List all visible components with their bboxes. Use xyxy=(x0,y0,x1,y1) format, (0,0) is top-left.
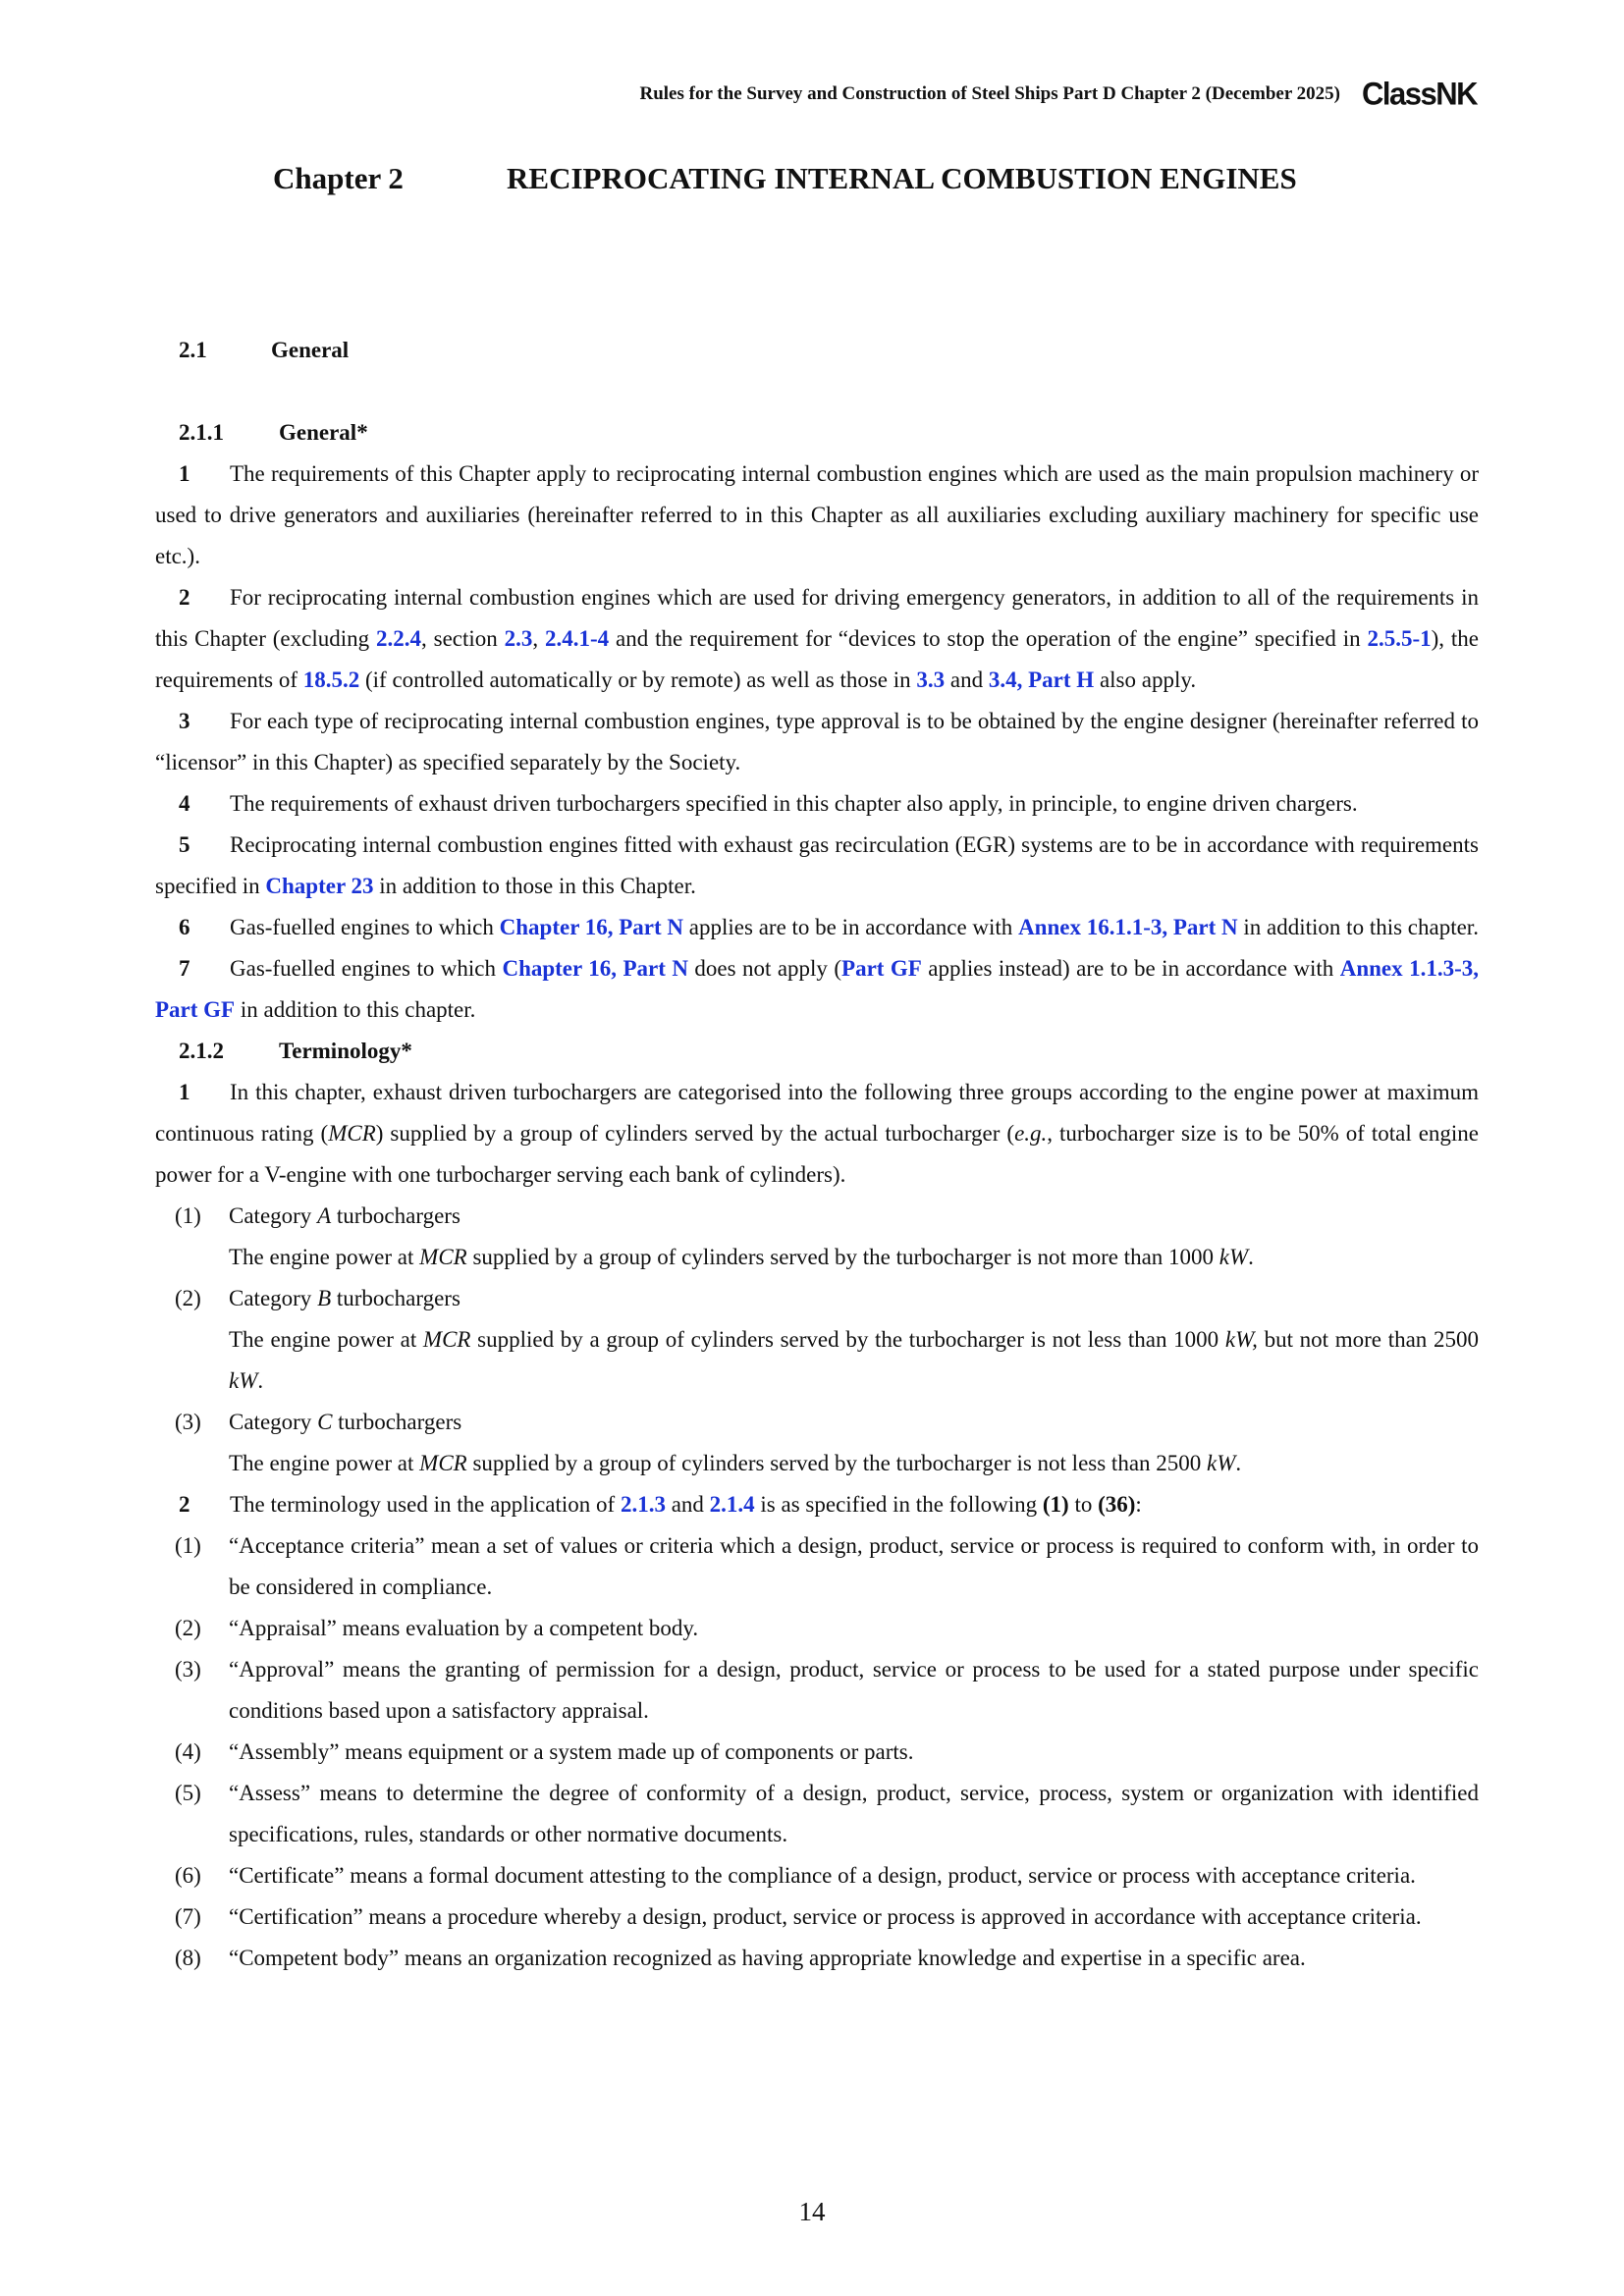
term-text: “Assess” means to determine the degree of conformity of a design, product, service, process, system or organization with identified specifications, rules, standards or other normative documents. xyxy=(229,1781,1479,1846)
text-run: ) supplied by a group of cylinders served by the actual turbocharger ( xyxy=(375,1121,1015,1146)
reference-link-chapter-16-part-n[interactable]: Chapter 16, Part N xyxy=(502,956,688,981)
reference-link-2-1-4[interactable]: 2.1.4 xyxy=(709,1492,755,1517)
chapter-name: RECIPROCATING INTERNAL COMBUSTION ENGINES xyxy=(507,161,1297,195)
section-heading-2-1 xyxy=(155,330,1479,371)
list-item-category-a xyxy=(155,1196,1479,1237)
reference-link-chapter-16-part-n[interactable]: Chapter 16, Part N xyxy=(499,915,684,939)
text-run: and xyxy=(665,1492,710,1517)
text-run: In this chapter, exhaust driven turbochargers are categorised into the following three groups according to the engine power at maximum continuous rating ( xyxy=(155,1080,1479,1146)
text-run: Gas-fuelled engines to which xyxy=(230,956,503,981)
italic-term: MCR xyxy=(419,1245,467,1269)
document-body xyxy=(155,330,1479,1979)
italic-term: MCR xyxy=(422,1327,471,1352)
subsection-heading-2-1-1 xyxy=(155,412,1479,454)
text-run: The engine power at xyxy=(229,1451,420,1475)
reference-link-annex-1-1-3-3[interactable]: Annex 1.1.3-3, Part GF xyxy=(155,956,1479,1022)
text-run: The engine power at xyxy=(229,1245,420,1269)
text-run: but not more than 2500 xyxy=(1257,1327,1479,1352)
text-run: also apply. xyxy=(1094,667,1197,692)
subsection-title: Terminology* xyxy=(279,1039,412,1063)
term-text: “Approval” means the granting of permission for a design, product, service or process to be used for a stated purpose under specific conditions based upon a satisfactory appraisal. xyxy=(229,1657,1479,1723)
reference-link-2-2-4[interactable]: 2.2.4 xyxy=(376,626,421,651)
italic-term: MCR xyxy=(328,1121,376,1146)
text-run: and xyxy=(945,667,989,692)
bold-term: (1) xyxy=(1042,1492,1069,1517)
text-run: Gas-fuelled engines to which xyxy=(230,915,500,939)
paragraph-2-1-1-1 xyxy=(155,454,1479,577)
reference-link-18-5-2[interactable]: 18.5.2 xyxy=(302,667,360,692)
term-item xyxy=(155,1525,1479,1608)
term-item xyxy=(155,1896,1479,1938)
list-item-description xyxy=(155,1237,1479,1278)
list-item-category-c xyxy=(155,1402,1479,1443)
italic-term: e.g. xyxy=(1014,1121,1048,1146)
text-run: to xyxy=(1068,1492,1099,1517)
term-item xyxy=(155,1773,1479,1855)
text-run: turbochargers xyxy=(331,1286,460,1310)
paragraph-number: 2 xyxy=(179,1492,190,1517)
paragraph-2-1-2-1 xyxy=(155,1072,1479,1196)
paragraph-number: 1 xyxy=(179,461,190,486)
term-item xyxy=(155,1649,1479,1732)
text-run: turbochargers xyxy=(332,1410,462,1434)
text-run: in addition to this chapter. xyxy=(1237,915,1479,939)
text-run: Category xyxy=(229,1203,318,1228)
text-run: : xyxy=(1135,1492,1142,1517)
text-run: is as specified in the following xyxy=(754,1492,1043,1517)
item-label: (4) xyxy=(175,1739,201,1764)
classnk-logo: ClassNK xyxy=(1362,76,1477,112)
item-label: (6) xyxy=(175,1863,201,1888)
list-item-description xyxy=(155,1443,1479,1484)
text-run: applies instead) are to be in accordance with xyxy=(921,956,1340,981)
text-run: supplied by a group of cylinders served by the turbocharger is not more than 1000 xyxy=(466,1245,1219,1269)
text-run: Reciprocating internal combustion engines fitted with exhaust gas recirculation (EGR) systems are to be in accordance with requirements specified in xyxy=(155,832,1479,898)
section-number: 2.1 xyxy=(179,338,207,362)
paragraph-text: For each type of reciprocating internal combustion engines, type approval is to be obtained by the engine designer (hereinafter referred to “licensor” in this Chapter) as specified separately by the Society. xyxy=(155,709,1479,774)
reference-link-annex-16-1-1-3[interactable]: Annex 16.1.1-3, Part N xyxy=(1018,915,1238,939)
item-label: (3) xyxy=(175,1410,201,1434)
list-item-category-b xyxy=(155,1278,1479,1319)
item-label: (8) xyxy=(175,1946,201,1970)
paragraph-2-1-1-2 xyxy=(155,577,1479,701)
italic-term: kW xyxy=(1207,1451,1236,1475)
text-run: Category xyxy=(229,1410,318,1434)
text-run: ), the requirements of xyxy=(155,626,1480,692)
text-run: supplied by a group of cylinders served by the turbocharger is not less than 2500 xyxy=(466,1451,1208,1475)
text-run: and the requirement for “devices to stop the operation of the engine” specified in xyxy=(609,626,1368,651)
reference-link-3-3[interactable]: 3.3 xyxy=(916,667,946,692)
text-run: in addition to those in this Chapter. xyxy=(373,874,696,898)
reference-link-chapter-23[interactable]: Chapter 23 xyxy=(265,874,374,898)
paragraph-number: 7 xyxy=(179,956,190,981)
subsection-title: General* xyxy=(279,420,368,445)
term-item xyxy=(155,1938,1479,1979)
reference-link-2-1-3[interactable]: 2.1.3 xyxy=(620,1492,666,1517)
paragraph-text: The requirements of exhaust driven turbochargers specified in this chapter also apply, in principle, to engine driven chargers. xyxy=(230,791,1358,816)
paragraph-number: 3 xyxy=(179,709,190,733)
subsection-number: 2.1.1 xyxy=(179,420,224,445)
list-item-description xyxy=(155,1319,1479,1402)
item-label: (3) xyxy=(175,1657,201,1682)
bold-term: (36) xyxy=(1098,1492,1136,1517)
text-run: . xyxy=(257,1368,264,1393)
paragraph-number: 5 xyxy=(179,832,190,857)
reference-link-part-gf[interactable]: Part GF xyxy=(841,956,922,981)
reference-link-2-3[interactable]: 2.3 xyxy=(504,626,533,651)
term-text: “Appraisal” means evaluation by a competent body. xyxy=(229,1616,699,1640)
chapter-number: Chapter 2 xyxy=(273,161,404,195)
text-run: . xyxy=(1235,1451,1242,1475)
text-run: The terminology used in the application of xyxy=(230,1492,621,1517)
term-item xyxy=(155,1608,1479,1649)
term-text: “Competent body” means an organization recognized as having appropriate knowledge and expertise in a specific area. xyxy=(229,1946,1306,1970)
text-run: , xyxy=(532,626,546,651)
item-label: (2) xyxy=(175,1286,201,1310)
text-run: (if controlled automatically or by remote) as well as those in xyxy=(359,667,917,692)
reference-link-3-4-part-h[interactable]: 3.4, Part H xyxy=(988,667,1095,692)
paragraph-number: 1 xyxy=(179,1080,190,1104)
item-label: (1) xyxy=(175,1533,201,1558)
text-run: . xyxy=(1248,1245,1254,1269)
text-run: applies are to be in accordance with xyxy=(683,915,1019,939)
section-title: General xyxy=(271,338,350,362)
paragraph-2-1-2-2 xyxy=(155,1484,1479,1525)
term-text: “Certificate” means a formal document attesting to the compliance of a design, product, service or process with acceptance criteria. xyxy=(229,1863,1416,1888)
italic-term: kW xyxy=(1218,1245,1249,1269)
italic-term: B xyxy=(317,1286,332,1310)
text-run: Category xyxy=(229,1286,318,1310)
term-text: “Certification” means a procedure whereby a design, product, service or process is approved in accordance with acceptance criteria. xyxy=(229,1904,1422,1929)
running-title: Rules for the Survey and Construction of Steel Ships Part D Chapter 2 (December 2025) xyxy=(639,83,1340,104)
italic-term: C xyxy=(317,1410,333,1434)
paragraph-number: 2 xyxy=(179,585,190,610)
reference-link-2-4-1-4[interactable]: 2.4.1-4 xyxy=(545,626,610,651)
paragraph-text: The requirements of this Chapter apply to reciprocating internal combustion engines which are used as the main propulsion machinery or used to drive generators and auxiliaries (hereinafter referred to in this Chapter as all auxiliaries excluding auxiliary machinery for specific use etc.). xyxy=(155,461,1479,568)
page-number: 14 xyxy=(798,2197,826,2226)
paragraph-number: 4 xyxy=(179,791,190,816)
paragraph-number: 6 xyxy=(179,915,190,939)
subsection-number: 2.1.2 xyxy=(179,1039,224,1063)
item-label: (5) xyxy=(175,1781,201,1805)
item-label: (2) xyxy=(175,1616,201,1640)
paragraph-2-1-1-7 xyxy=(155,948,1479,1031)
item-label: (1) xyxy=(175,1203,201,1228)
reference-link-2-5-5-1[interactable]: 2.5.5-1 xyxy=(1367,626,1432,651)
term-text: “Assembly” means equipment or a system made up of components or parts. xyxy=(229,1739,914,1764)
text-run: , section xyxy=(421,626,505,651)
term-item xyxy=(155,1855,1479,1896)
italic-term: A xyxy=(317,1203,332,1228)
term-text: “Acceptance criteria” mean a set of values or criteria which a design, product, service or process is required to conform with, in order to be considered in compliance. xyxy=(229,1533,1479,1599)
text-run: supplied by a group of cylinders served by the turbocharger is not less than 1000 xyxy=(470,1327,1225,1352)
paragraph-2-1-1-3 xyxy=(155,701,1479,783)
item-label: (7) xyxy=(175,1904,201,1929)
italic-term: MCR xyxy=(419,1451,467,1475)
text-run: The engine power at xyxy=(229,1327,423,1352)
paragraph-2-1-1-6 xyxy=(155,907,1479,948)
paragraph-2-1-1-4 xyxy=(155,783,1479,825)
text-run: in addition to this chapter. xyxy=(235,997,476,1022)
italic-term: kW xyxy=(229,1368,258,1393)
running-header xyxy=(147,77,1477,112)
text-run: does not apply ( xyxy=(687,956,842,981)
paragraph-2-1-1-5 xyxy=(155,825,1479,907)
text-run: turbochargers xyxy=(331,1203,460,1228)
subsection-heading-2-1-2 xyxy=(155,1031,1479,1072)
term-item xyxy=(155,1732,1479,1773)
text-run: , turbocharger size is to be 50% of total engine power for a V-engine with one turbocharger serving each bank of cylinders). xyxy=(155,1121,1480,1187)
text-run: For reciprocating internal combustion engines which are used for driving emergency generators, in addition to all of the requirements in this Chapter (excluding xyxy=(155,585,1479,651)
italic-term: kW, xyxy=(1224,1327,1258,1352)
